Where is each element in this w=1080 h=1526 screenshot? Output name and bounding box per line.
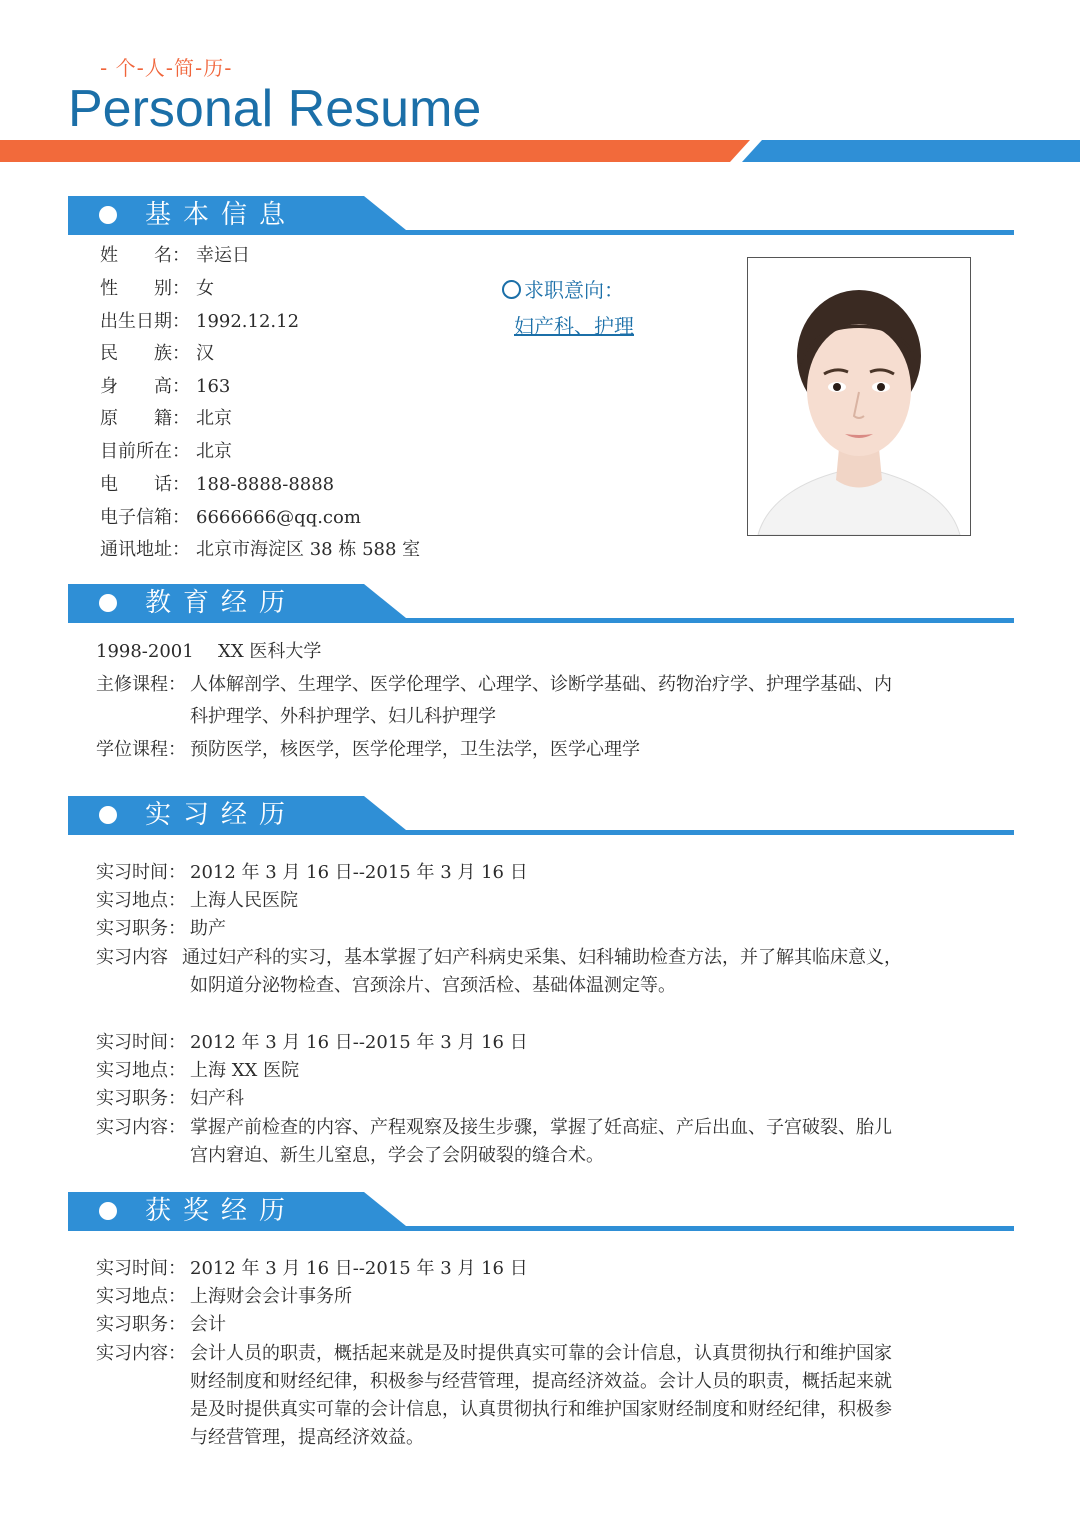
intern1-place-label: 实习地点： (96, 890, 186, 911)
job-intent-value[interactable]: 妇产科、护理 (514, 314, 634, 338)
label-email: 电子信箱： (100, 507, 190, 528)
section-header-internship (68, 794, 1014, 836)
intern2-place-label: 实习地点： (96, 1060, 186, 1081)
intern2-content-line2: 宫内窘迫、新生儿窒息，学会了会阴破裂的缝合术。 (190, 1145, 604, 1166)
education-degree-courses: 预防医学，核医学，医学伦理学，卫生法学，医学心理学 (190, 739, 640, 760)
intern1-content-label: 实习内容 (96, 947, 168, 968)
header-color-band (0, 138, 1080, 164)
bullet-dot-icon (99, 594, 117, 612)
intern2-place: 上海 XX 医院 (190, 1060, 300, 1081)
value-height: 163 (196, 376, 231, 397)
bullet-dot-icon (99, 1202, 117, 1220)
value-phone: 188-8888-8888 (196, 474, 335, 495)
section-title-awards: 获奖经历 (145, 1196, 298, 1226)
section-header-awards (68, 1190, 1014, 1232)
education-major-line2: 科护理学、外科护理学、妇儿科护理学 (190, 706, 496, 727)
intern2-content-label: 实习内容： (96, 1117, 186, 1138)
page-title: Personal Resume (68, 80, 482, 138)
label-gender: 性 别： (100, 278, 190, 299)
job-intent-label-text: 求职意向： (524, 278, 624, 302)
intern2-content-line1: 掌握产前检查的内容、产程观察及接生步骤，掌握了妊高症、产后出血、子宫破裂、胎儿 (190, 1117, 892, 1138)
section-header-basic (68, 194, 1014, 236)
label-name: 姓 名： (100, 245, 190, 266)
value-gender: 女 (196, 278, 214, 299)
job-intent-label (502, 274, 624, 303)
label-phone: 电 话： (100, 474, 190, 495)
circle-icon (502, 280, 521, 299)
label-ethnicity: 民 族： (100, 343, 190, 364)
intern1-place: 上海人民医院 (190, 890, 298, 911)
intern1-time: 2012 年 3 月 16 日--2015 年 3 月 16 日 (190, 862, 528, 883)
education-major-label: 主修课程： (96, 674, 186, 695)
bullet-dot-icon (99, 206, 117, 224)
section-title-education: 教育经历 (145, 588, 298, 618)
intern2-role: 妇产科 (190, 1088, 244, 1109)
education-school: XX 医科大学 (218, 641, 322, 662)
awards-content-line1: 会计人员的职责，概括起来就是及时提供真实可靠的会计信息，认真贯彻执行和维护国家 (190, 1343, 892, 1364)
intern2-time-label: 实习时间： (96, 1032, 186, 1053)
subtitle-cn: - 个-人-简-历- (100, 56, 233, 80)
intern2-role-label: 实习职务： (96, 1088, 186, 1109)
awards-content-line3: 是及时提供真实可靠的会计信息，认真贯彻执行和维护国家财经制度和财经纪律，积极参 (190, 1399, 892, 1420)
value-origin: 北京 (196, 408, 232, 429)
value-email: 6666666@qq.com (196, 507, 361, 528)
education-years: 1998-2001 (96, 641, 194, 662)
value-location: 北京 (196, 441, 232, 462)
education-degree-label: 学位课程： (96, 739, 186, 760)
label-address: 通讯地址： (100, 539, 190, 560)
value-address: 北京市海淀区 38 栋 588 室 (196, 539, 421, 560)
awards-role-label: 实习职务： (96, 1314, 186, 1335)
intern2-time: 2012 年 3 月 16 日--2015 年 3 月 16 日 (190, 1032, 528, 1053)
awards-role: 会计 (190, 1314, 226, 1335)
label-birth: 出生日期： (100, 311, 190, 332)
label-location: 目前所在： (100, 441, 190, 462)
label-height: 身 高： (100, 376, 190, 397)
section-title-internship: 实习经历 (145, 800, 298, 830)
portrait-photo-icon (748, 258, 970, 535)
value-ethnicity: 汉 (196, 343, 214, 364)
intern1-content-line2: 如阴道分泌物检查、宫颈涂片、宫颈活检、基础体温测定等。 (190, 975, 676, 996)
intern1-role: 助产 (190, 918, 226, 939)
awards-time-label: 实习时间： (96, 1258, 186, 1279)
education-major-line1: 人体解剖学、生理学、医学伦理学、心理学、诊断学基础、药物治疗学、护理学基础、内 (190, 674, 892, 695)
portrait-photo (747, 257, 971, 536)
label-origin: 原 籍： (100, 408, 190, 429)
section-header-education (68, 582, 1014, 624)
awards-content-line4: 与经营管理，提高经济效益。 (190, 1427, 424, 1448)
awards-time: 2012 年 3 月 16 日--2015 年 3 月 16 日 (190, 1258, 528, 1279)
awards-place: 上海财会会计事务所 (190, 1286, 352, 1307)
awards-place-label: 实习地点： (96, 1286, 186, 1307)
section-title-basic: 基本信息 (145, 200, 298, 230)
intern1-content-line1: 通过妇产科的实习，基本掌握了妇产科病史采集、妇科辅助检查方法，并了解其临床意义， (182, 947, 902, 968)
intern1-role-label: 实习职务： (96, 918, 186, 939)
intern1-time-label: 实习时间： (96, 862, 186, 883)
value-birth: 1992.12.12 (196, 311, 300, 332)
value-name: 幸运日 (196, 245, 250, 266)
bullet-dot-icon (99, 806, 117, 824)
awards-content-line2: 财经制度和财经纪律，积极参与经营管理，提高经济效益。会计人员的职责，概括起来就 (190, 1371, 892, 1392)
awards-content-label: 实习内容： (96, 1343, 186, 1364)
